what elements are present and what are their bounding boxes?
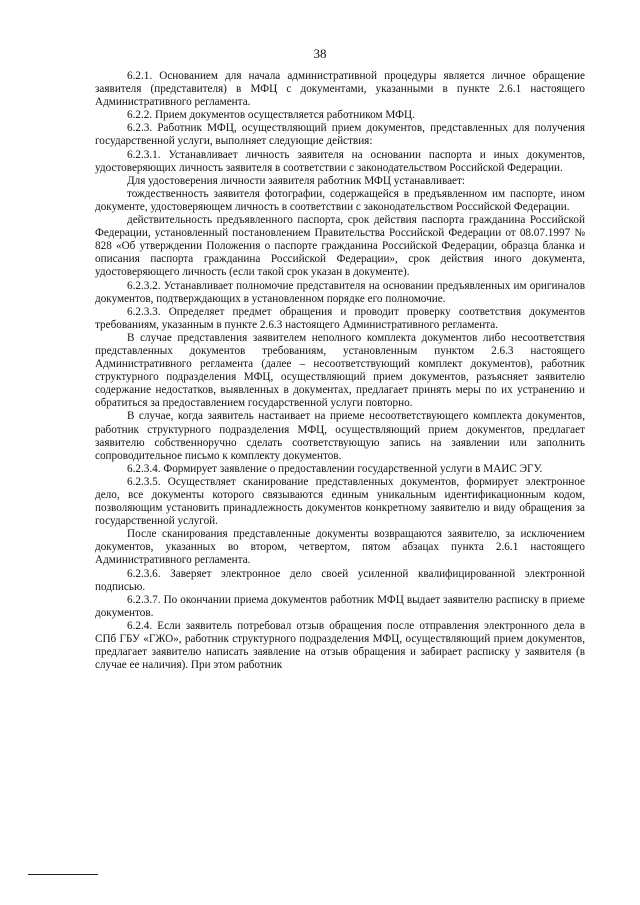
paragraph: 6.2.3.1. Устанавливает личность заявителя на основании паспорта и иных документов, удостоверяющих личность заявителя в соответствии с законодательством Российской Федерации. [95, 148, 585, 174]
paragraph: 6.2.4. Если заявитель потребовал отзыв обращения после отправления электронного дела в СПб ГБУ «ГЖО», работник структурного подразделения МФЦ, осуществляющий прием документов, предлагает заявителю написать заявление на отзыв обращения и забирает расписку у заявителя (в случае ее наличия). При этом работник [95, 619, 585, 672]
paragraph: В случае представления заявителем неполного комплекта документов либо несоответствия представленных документов требованиям, установленным пунктом 2.6.3 настоящего Административного регламента (далее – несоответствующий комплект документов), работник структурного подразделения МФЦ, осуществляющий прием документов, разъясняет заявителю содержание недостатков, выявленных в документах, предлагает принять меры по их устранению и обратиться за предоставлением государственной услуги повторно. [95, 331, 585, 410]
paragraph: 6.2.3.4. Формирует заявление о предоставлении государственной услуги в МАИС ЭГУ. [127, 462, 543, 475]
paragraph: 6.2.3.5. Осуществляет сканирование представленных документов, формирует электронное дело, все документы которого связываются единым уникальным идентификационным кодом, позволяющим установить принадлежность документов конкретному заявителю и виду обращения за государственной услугой. [95, 475, 585, 528]
document-body [95, 70, 585, 672]
paragraph: В случае, когда заявитель настаивает на приеме несоответствующего комплекта документов, работник структурного подразделения МФЦ, осуществляющий прием документов, предлагает заявителю собственноручно сделать соответствующую запись на заявлении или заполнить сопроводительное письмо к комплекту документов. [95, 410, 585, 462]
paragraph: После сканирования представленные документы возвращаются заявителю, за исключением документов, указанных во втором, четвертом, пятом абзацах пункта 2.6.1 настоящего Административного регламента. [95, 528, 585, 567]
paragraph: тождественность заявителя фотографии, содержащейся в предъявленном им паспорте, ином документе, удостоверяющем личность в соответствии с законодательством Российской Федерации. [95, 187, 585, 213]
paragraph: 6.2.3.2. Устанавливает полномочие представителя на основании предъявленных им оригиналов документов, подтверждающих в установленном порядке его полномочие. [95, 279, 585, 305]
footnote-separator [28, 874, 98, 875]
paragraph: 6.2.2. Прием документов осуществляется работником МФЦ. [127, 109, 415, 122]
paragraph: 6.2.1. Основанием для начала административной процедуры является личное обращение заявителя (представителя) в МФЦ с документами, указанными в пункте 2.6.1 настоящего Административного регламента. [95, 70, 585, 109]
paragraph: 6.2.3.6. Заверяет электронное дело своей усиленной квалифицированной электронной подписью. [95, 567, 585, 593]
page-number: 38 [313, 46, 327, 61]
paragraph: 6.2.3.3. Определяет предмет обращения и проводит проверку соответствия документов требованиям, указанным в пункте 2.6.3 настоящего Административного регламента. [95, 305, 585, 331]
paragraph: действительность предъявленного паспорта, срок действия паспорта гражданина Российской Федерации, установленный постановлением Правительства Российской Федерации от 08.07.1997 № 828 «Об утверждении Положения о паспорте гражданина Российской Федерации, образца бланка и описания паспорта гражданина Российской Федерации», срок действия иного документа, удостоверяющего личность (если такой срок указан в документе). [95, 214, 585, 279]
paragraph: 6.2.3. Работник МФЦ, осуществляющий прием документов, представленных для получения государственной услуги, выполняет следующие действия: [95, 122, 585, 148]
paragraph: Для удостоверения личности заявителя работник МФЦ устанавливает: [127, 174, 466, 187]
paragraph: 6.2.3.7. По окончании приема документов работник МФЦ выдает заявителю расписку в приеме документов. [95, 593, 585, 619]
